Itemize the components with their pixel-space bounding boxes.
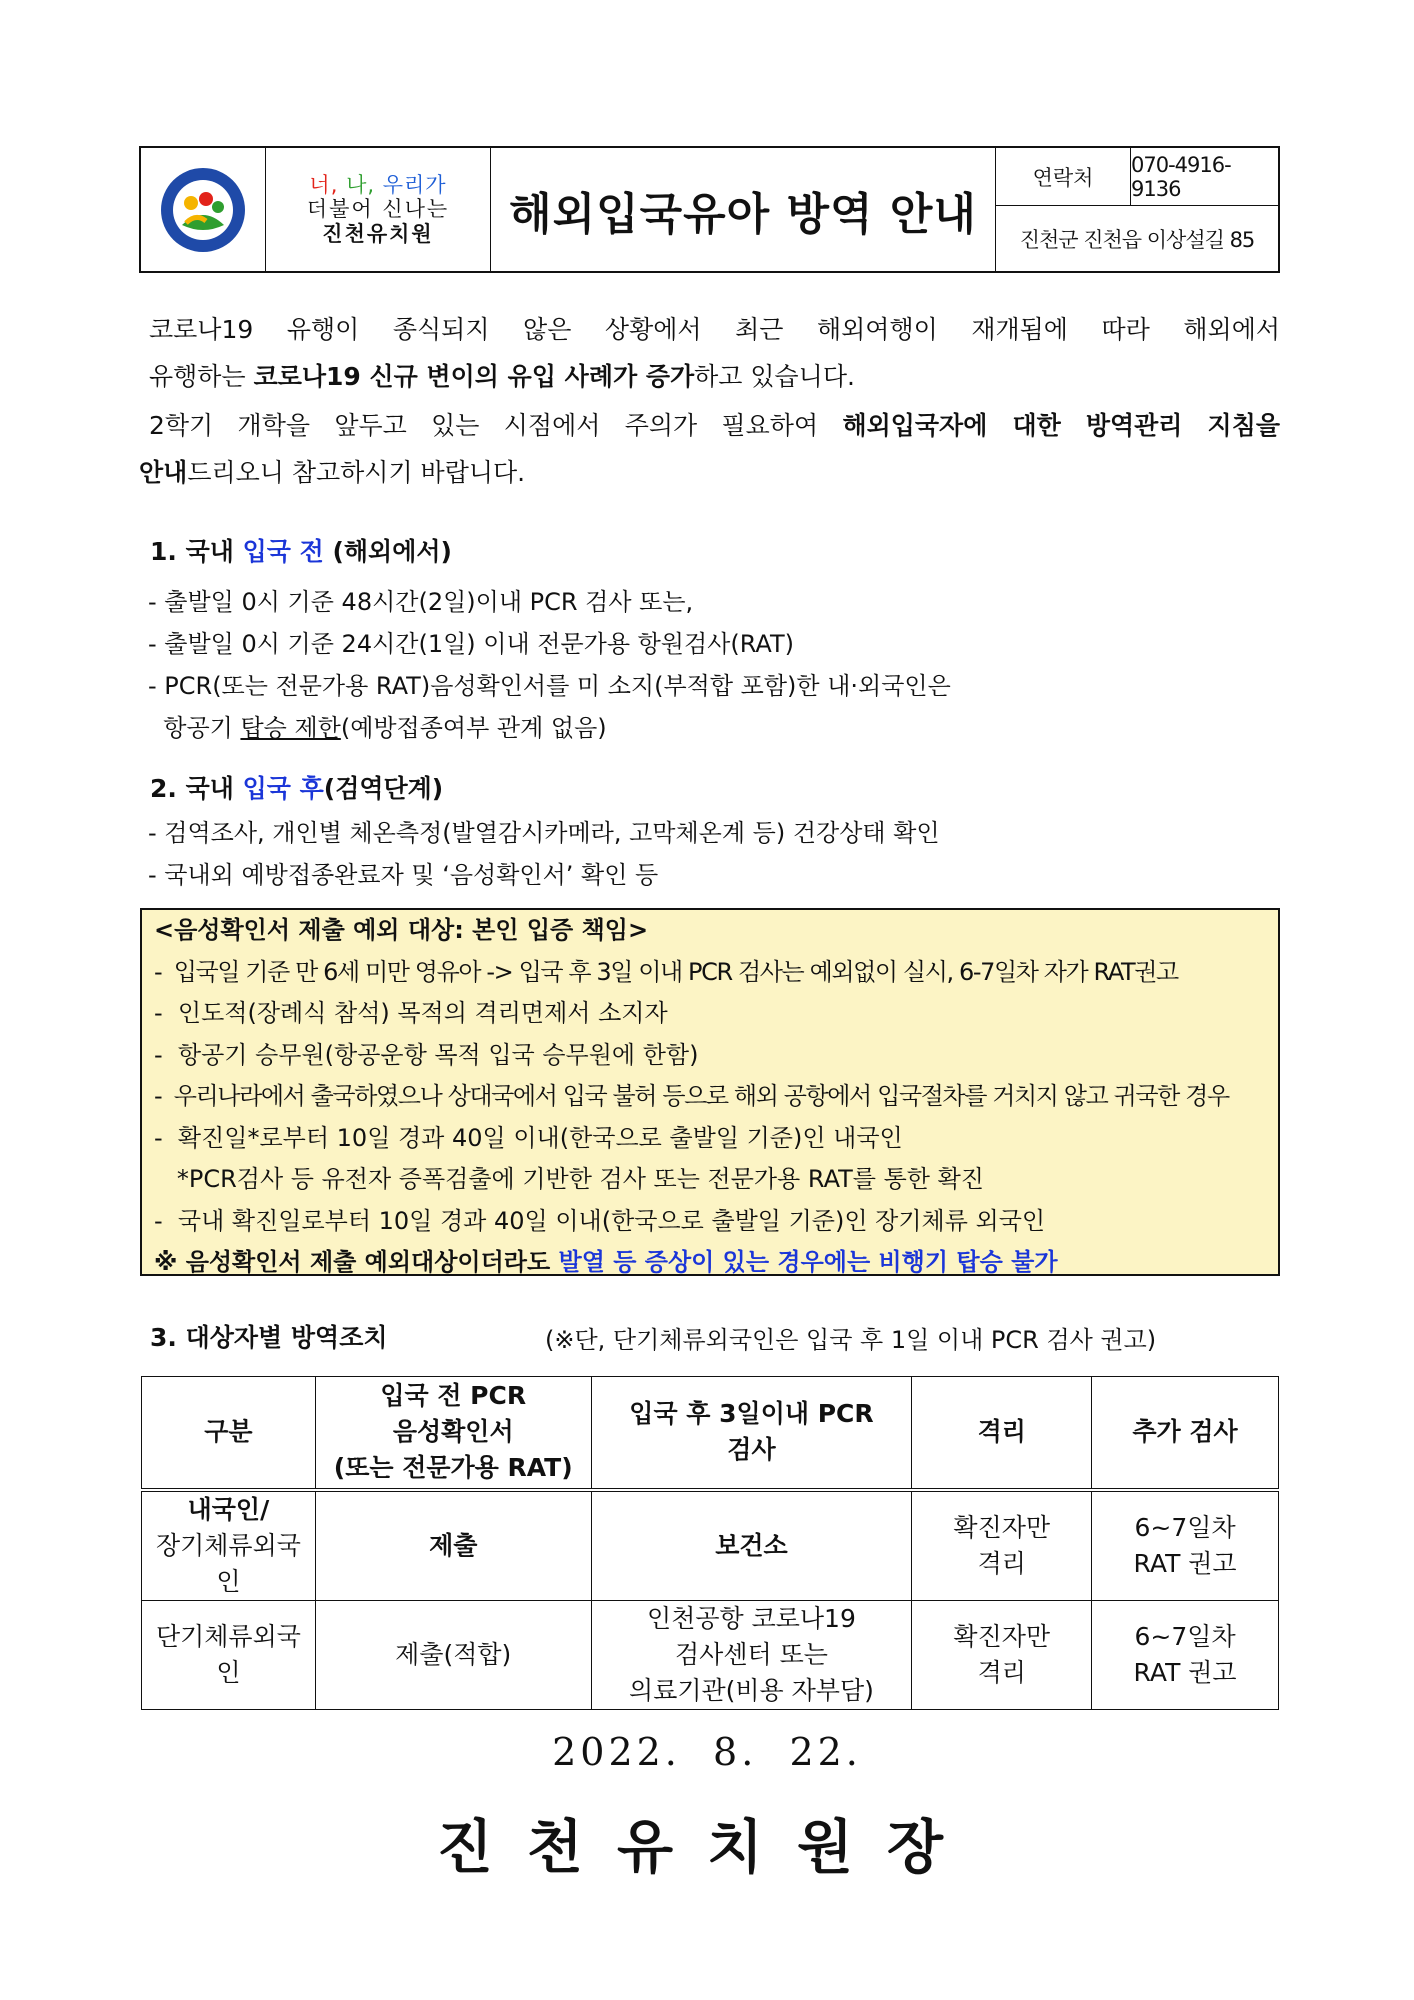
list-item: 항공기 탑승 제한(예방접종여부 관계 없음) <box>148 714 607 742</box>
list-item: - 국내외 예방접종완료자 및 ‘음성확인서’ 확인 등 <box>148 861 659 889</box>
exemption-item: - 입국일 기준 만 6세 미만 영유아 -> 입국 후 3일 이내 PCR 검사는 예외없이 실시, 6-7일차 자가 RAT권고 <box>154 957 1178 986</box>
exemption-item: - 인도적(장례식 참석) 목적의 격리면제서 소지자 <box>154 999 668 1027</box>
exemption-item: - 항공기 승무원(항공운항 목적 입국 승무원에 한함) <box>154 1040 699 1069</box>
intro-p1-line2: 유행하는 코로나19 신규 변이의 유입 사례가 증가하고 있습니다. <box>149 362 855 391</box>
exemption-item: *PCR검사 등 유전자 증폭검출에 기반한 검사 또는 전문가용 RAT를 통한 확진 <box>154 1165 984 1193</box>
section-2-title: 2. 국내 입국 후(검역단계) <box>150 774 444 803</box>
exemption-box <box>140 908 1280 1276</box>
page-title: 해외입국유아 방역 안내 <box>491 148 996 271</box>
section-3-title: 3. 대상자별 방역조치 <box>150 1323 388 1352</box>
contact-block <box>996 148 1278 271</box>
table-header-row <box>142 1377 1279 1490</box>
header-table <box>139 146 1280 273</box>
contact-address: 진천군 진천읍 이상설길 85 <box>1019 227 1255 252</box>
header-additional-test: 추가 검사 <box>1092 1377 1279 1490</box>
list-item: - 출발일 0시 기준 48시간(2일)이내 PCR 검사 또는, <box>148 588 694 616</box>
exemption-heading: <음성확인서 제출 예외 대상: 본인 입증 책임> <box>154 916 649 944</box>
slogan-line-1: 너, 나, 우리가 <box>309 173 447 198</box>
intro-paragraph-1 <box>139 306 1280 400</box>
list-item: - 검역조사, 개인별 체온측정(발열감시카메라, 고막체온계 등) 건강상태 확인 <box>148 819 940 847</box>
document-date: 2022. 8. 22. <box>552 1730 862 1774</box>
logo-emblem-icon <box>158 165 248 255</box>
exemption-item: - 확진일*로부터 10일 경과 40일 이내(한국으로 출발일 기준)인 내국인 <box>154 1123 903 1152</box>
header-category: 구분 <box>142 1377 316 1490</box>
measures-table <box>141 1376 1279 1710</box>
list-item: - PCR(또는 전문가용 RAT)음성확인서를 미 소지(부적합 포함)한 내·외국인은 <box>148 672 951 700</box>
slogan-line-3: 진천유치원 <box>322 221 434 246</box>
kindergarten-logo <box>141 148 266 271</box>
section-1-list <box>148 581 951 749</box>
intro-paragraph-2 <box>139 402 1280 496</box>
header-quarantine: 격리 <box>912 1377 1092 1490</box>
section-1-title: 1. 국내 입국 전 (해외에서) <box>150 537 452 566</box>
contact-label: 연락처 <box>996 148 1131 205</box>
signature-line: 진천유치원장 <box>436 1813 978 1881</box>
exemption-item: - 우리나라에서 출국하였으나 상대국에서 입국 불허 등으로 해외 공항에서 입국절차를 거치지 않고 귀국한 경우 <box>154 1082 1229 1110</box>
slogan-block <box>266 148 491 271</box>
header-pre-entry-pcr: 입국 전 PCR 음성확인서 (또는 전문가용 RAT) <box>315 1377 591 1490</box>
list-item: - 출발일 0시 기준 24시간(1일) 이내 전문가용 항원검사(RAT) <box>148 630 795 658</box>
intro-p2-line2: 안내드리오니 참고하시기 바랍니다. <box>139 458 526 487</box>
intro-p2-line1: 2학기 개학을 앞두고 있는 시점에서 주의가 필요하여 해외입국자에 대한 방역관리 지침을 <box>149 411 1280 440</box>
table-row: 단기체류외국 인 제출(적합) 인천공항 코로나19 검사센터 또는 의료기관(비용 자부담) 확진자만 격리 6~7일차 RAT 권고 <box>142 1601 1279 1710</box>
contact-phone: 070-4916-9136 <box>1131 152 1231 201</box>
slogan-line-2: 더불어 신나는 <box>306 197 450 222</box>
exemption-note: ※ 음성확인서 제출 예외대상이더라도 발열 등 증상이 있는 경우에는 비행기 탑승 불가 <box>154 1248 1058 1276</box>
exemption-item: - 국내 확진일로부터 10일 경과 40일 이내(한국으로 출발일 기준)인 장기체류 외국인 <box>154 1206 1046 1235</box>
header-post-entry-pcr: 입국 후 3일이내 PCR 검사 <box>591 1377 912 1490</box>
table-row: 내국인/ 장기체류외국 인 제출 보건소 확진자만 격리 6~7일차 RAT 권고 <box>142 1490 1279 1601</box>
section-2-list <box>148 812 940 896</box>
section-3-note: (※단, 단기체류외국인은 입국 후 1일 이내 PCR 검사 권고) <box>545 1326 1157 1354</box>
intro-p1-line1: 코로나19 유행이 종식되지 않은 상황에서 최근 해외여행이 재개됨에 따라 해외에서 <box>149 315 1280 344</box>
